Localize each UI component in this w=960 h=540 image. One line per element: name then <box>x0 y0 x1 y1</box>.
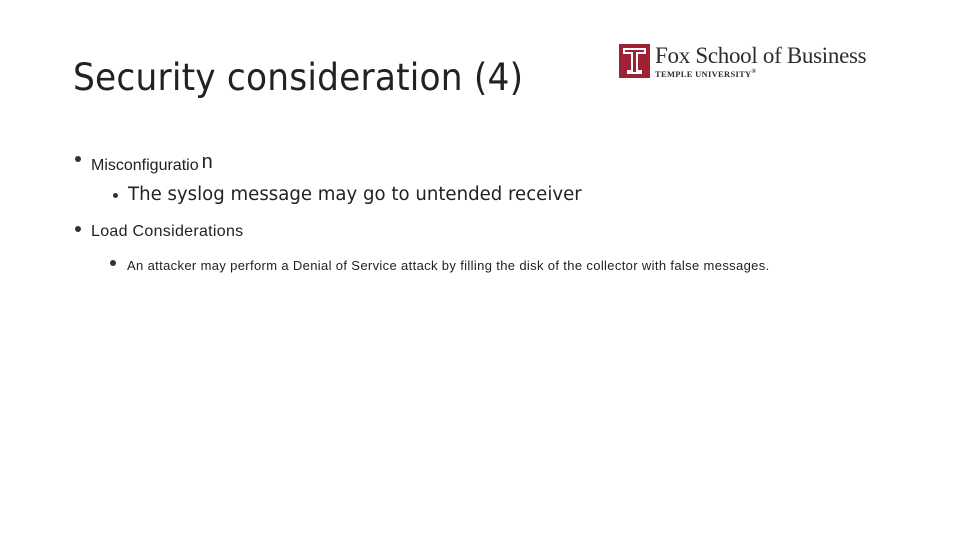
bullet-dot-icon <box>75 156 81 162</box>
temple-t-icon <box>619 44 650 78</box>
bullet-dot-icon <box>110 260 116 266</box>
bullet-text: Load Considerations <box>91 223 244 240</box>
bullet-dot-icon <box>75 226 81 232</box>
slide-title: Security consideration (4) <box>73 56 524 99</box>
bullet-text: Misconfiguratio n <box>91 151 213 174</box>
bullet-text: The syslog message may go to untended receiver <box>128 184 582 205</box>
logo-school-name: Fox School of Business <box>655 43 867 68</box>
logo-university-name: TEMPLE UNIVERSITY® <box>655 69 757 79</box>
fox-school-logo <box>619 44 884 82</box>
bullet-text: An attacker may perform a Denial of Service attack by filling the disk of the collector with false messages. <box>127 258 770 273</box>
bullet-dot-icon <box>113 193 118 198</box>
